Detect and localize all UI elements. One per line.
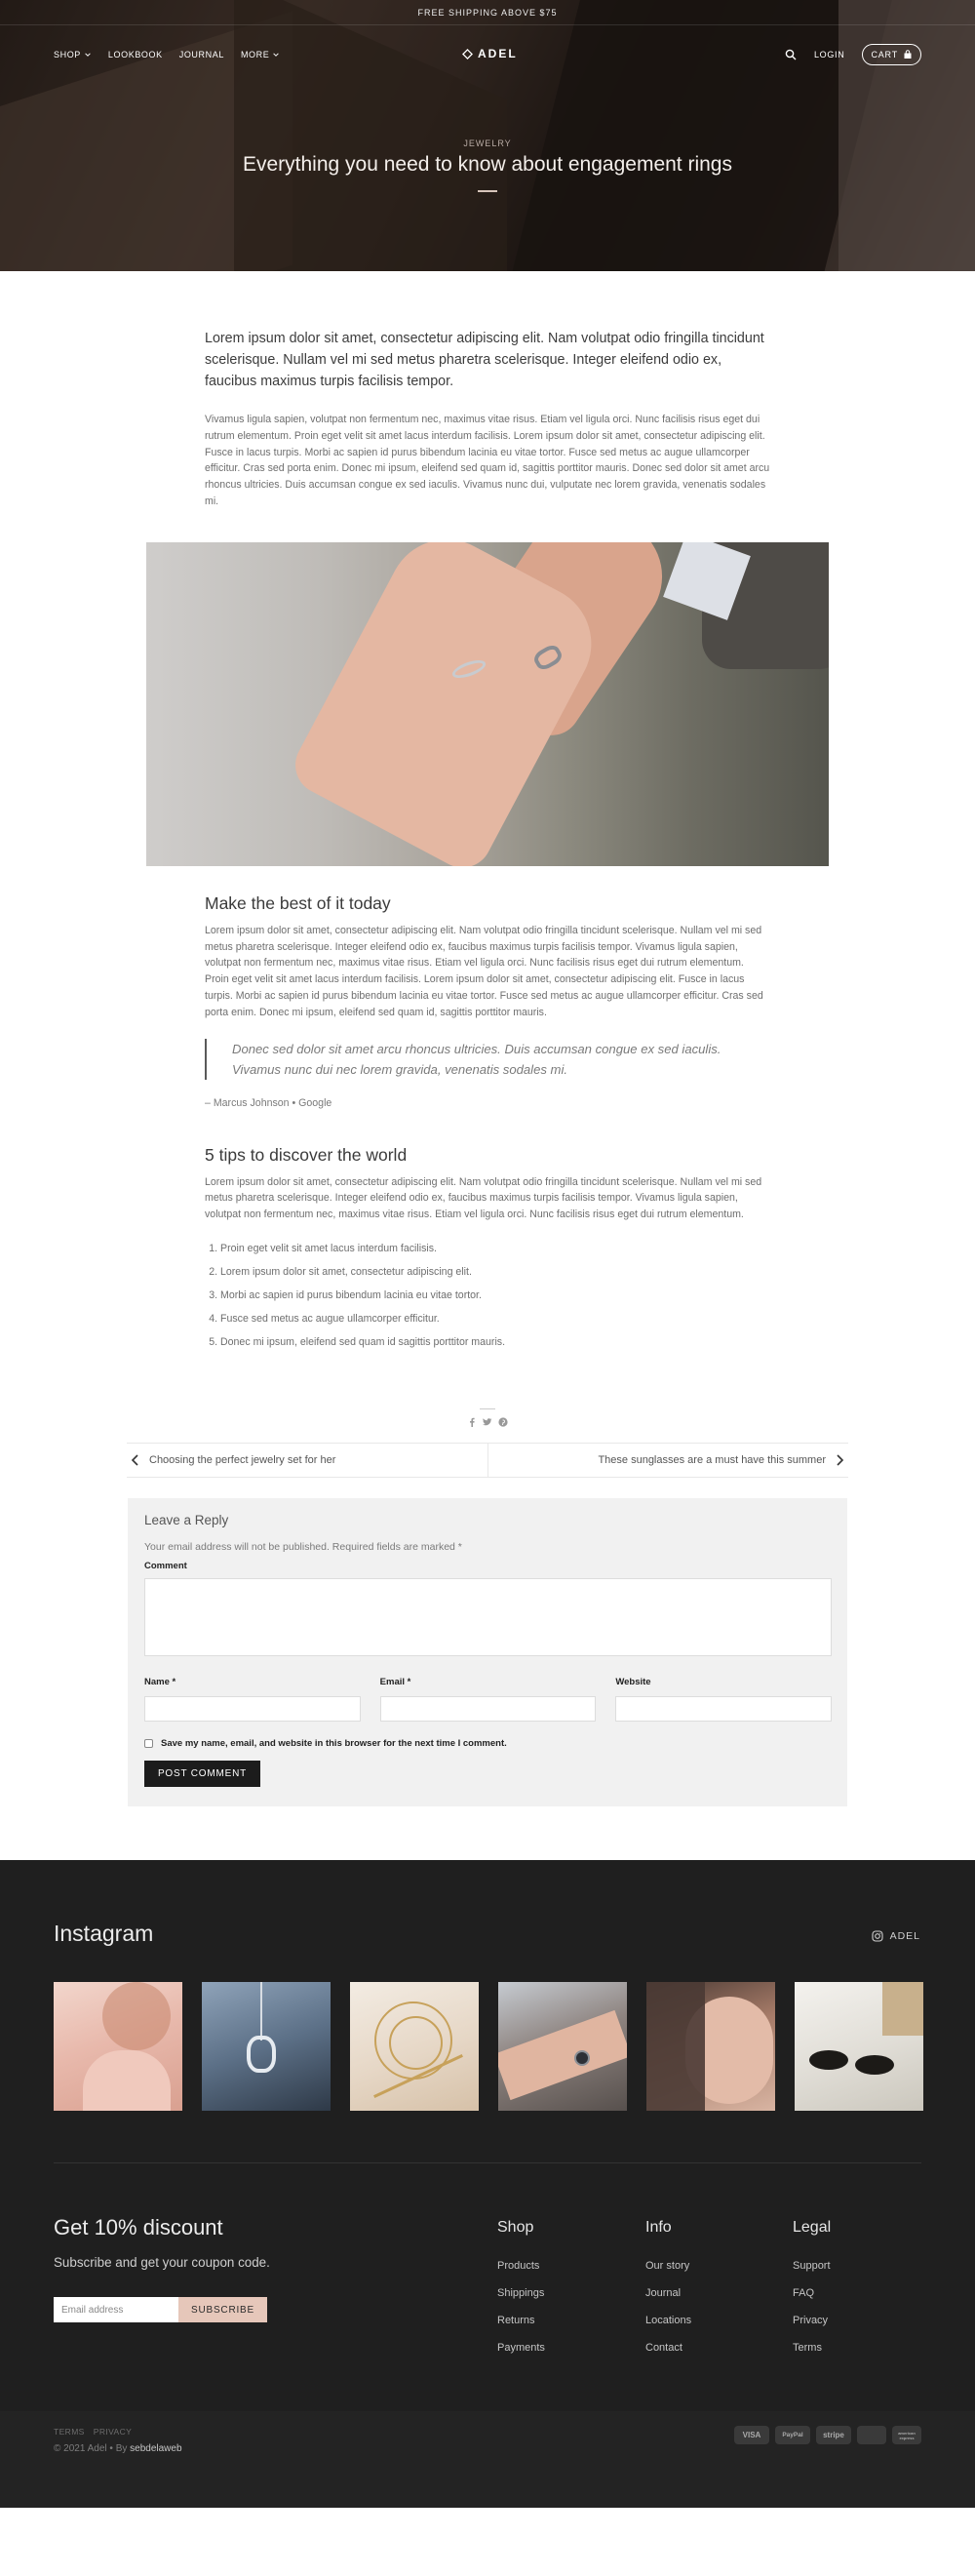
section-heading: Make the best of it today	[205, 892, 391, 913]
next-post-title: These sunglasses are a must have this summer	[598, 1454, 826, 1467]
nav-item-more[interactable]	[241, 50, 280, 59]
lead-paragraph: Lorem ipsum dolor sit amet, consectetur adipiscing elit. Nam volutpat odio fringilla tincidunt scelerisque. Nullam vel mi sed metus pharetra scelerisque. Integer eleifend odio ex, faucibus maximus turpis facilisis tempor.	[205, 331, 764, 389]
footer-link[interactable]: Products	[497, 2260, 540, 2273]
footer-link[interactable]: Privacy	[793, 2314, 829, 2326]
instagram-photo[interactable]	[795, 1982, 923, 2111]
instagram-photo[interactable]	[350, 1982, 479, 2111]
next-post-link[interactable]	[488, 1444, 849, 1477]
nav-item-journal[interactable]	[179, 50, 224, 59]
list-item: 3. Morbi ac sapien id purus bibendum lacinia eu vitae tortor.	[220, 1284, 770, 1307]
newsletter-email-input[interactable]: Email address	[54, 2297, 178, 2322]
footer-column-legal	[793, 2219, 831, 2361]
instagram-photo[interactable]	[54, 1982, 182, 2111]
facebook-icon[interactable]	[467, 1417, 477, 1427]
nav-item-lookbook[interactable]	[108, 50, 163, 59]
cart-label: CART	[871, 50, 898, 59]
hero-title-block	[0, 139, 975, 192]
footer-link[interactable]: Support	[793, 2260, 831, 2273]
nav-item-shop[interactable]	[54, 50, 92, 59]
mastercard-icon	[857, 2426, 886, 2444]
section-heading: 5 tips to discover the world	[205, 1144, 408, 1165]
hero-header	[0, 0, 975, 271]
nav-item-label: JOURNAL	[178, 50, 224, 59]
newsletter-block	[54, 2215, 270, 2322]
site-logo[interactable]	[462, 47, 518, 60]
login-link[interactable]: LOGIN	[813, 50, 845, 59]
website-label: Website	[615, 1677, 651, 1688]
nav-item-label: MORE	[240, 50, 270, 59]
list-item: 4. Fusce sed metus ac augue ullamcorper efficitur.	[220, 1307, 770, 1330]
list-item: 1. Proin eget velit sit amet lacus interdum facilisis.	[220, 1237, 770, 1260]
copyright	[54, 2443, 182, 2454]
instagram-photo[interactable]	[646, 1982, 775, 2111]
instagram-photo[interactable]	[202, 1982, 331, 2111]
shopping-bag-icon	[903, 50, 913, 59]
save-info-row	[144, 1738, 832, 1749]
footer-column-title: Shop	[497, 2219, 534, 2237]
announcement-text: FREE SHIPPING ABOVE $75	[417, 7, 558, 18]
footer-column-title: Legal	[793, 2219, 832, 2237]
article	[0, 328, 975, 1806]
email-input[interactable]	[380, 1696, 597, 1722]
cart-button[interactable]	[862, 44, 921, 65]
footer-link[interactable]: Terms	[793, 2341, 822, 2354]
website-field-group	[615, 1672, 832, 1722]
prev-post-link[interactable]	[127, 1444, 488, 1477]
footer-link[interactable]: Shippings	[497, 2287, 545, 2300]
comment-textarea[interactable]	[144, 1578, 832, 1656]
instagram-photo[interactable]	[498, 1982, 627, 2111]
instagram-grid	[0, 1982, 975, 2111]
post-title: Everything you need to know about engagement rings	[242, 153, 732, 176]
logo-text: ADEL	[478, 47, 518, 60]
discount-subtext: Subscribe and get your coupon code.	[54, 2255, 270, 2271]
footer-link[interactable]: Journal	[645, 2287, 682, 2300]
privacy-link[interactable]: PRIVACY	[93, 2427, 133, 2437]
reply-title: Leave a Reply	[144, 1513, 229, 1528]
intro-paragraph: Vivamus ligula sapien, volutpat non fermentum nec, maximus vitae risus. Etiam vel ligula orci. Nunc facilisis risus eget dui rutrum elementum. Proin eget velit sit amet lacus interdum facilisis. Lorem ipsum dolor sit amet, consectetur adipiscing elit. Fusce in lacus turpis. Morbi ac sapien id purus bibendum lacinia eu vitae tortor. Fusce sed metus ac augue ullamcorper efficitur. Cras sed porta enim. Donec mi ipsum, eleifend sed quam id, sagittis porttitor mauris. Donec sed dolor sit amet arcu rhoncus ultricies. Duis accumsan congue ex sed iaculis. Vivamus nunc dui, vulputate nec lorem gravida, venenatis sodales mi.	[205, 414, 770, 507]
footer-column-shop	[497, 2219, 545, 2361]
chevron-left-icon	[131, 1454, 139, 1466]
post-navigation	[127, 1443, 848, 1478]
footer-link[interactable]: Our story	[645, 2260, 690, 2273]
list-item: 2. Lorem ipsum dolor sit amet, consectetur adipiscing elit.	[220, 1260, 770, 1284]
section-paragraph: Lorem ipsum dolor sit amet, consectetur adipiscing elit. Nam volutpat odio fringilla tincidunt scelerisque. Nullam vel mi sed metus pharetra scelerisque. Integer eleifend odio ex, faucibus maximus turpis facilisis tempor. Vivamus ligula sapien, volutpat non fermentum nec, maximus vitae risus. Etiam vel ligula orci. Nunc facilisis risus eget dui rutrum elementum.	[205, 1175, 762, 1221]
pinterest-icon[interactable]	[498, 1417, 508, 1427]
prev-post-title: Choosing the perfect jewelry set for her	[149, 1454, 336, 1467]
email-label: Email *	[379, 1677, 411, 1688]
comment-form	[128, 1498, 847, 1806]
footer-column-info	[645, 2219, 691, 2361]
subscribe-form	[54, 2297, 270, 2322]
paypal-icon: PayPal	[775, 2426, 810, 2444]
amex-icon: american express	[892, 2426, 921, 2444]
reply-note: Your email address will not be published. Required fields are marked *	[144, 1541, 462, 1554]
section-five-tips	[205, 1145, 770, 1354]
chevron-down-icon	[84, 51, 92, 59]
quote-citation: – Marcus Johnson • Google	[205, 1096, 332, 1109]
name-field-group	[144, 1672, 361, 1722]
search-icon[interactable]	[785, 49, 797, 60]
save-info-checkbox[interactable]	[144, 1739, 153, 1748]
comment-label: Comment	[144, 1561, 187, 1572]
subscribe-button[interactable]: SUBSCRIBE	[178, 2297, 267, 2322]
chevron-right-icon	[836, 1454, 844, 1466]
email-field-group	[380, 1672, 597, 1722]
chevron-down-icon	[272, 51, 280, 59]
section-make-the-best	[205, 893, 770, 1109]
post-comment-button[interactable]: POST COMMENT	[144, 1761, 260, 1787]
instagram-profile-link[interactable]	[872, 1930, 920, 1942]
instagram-handle: ADEL	[889, 1930, 920, 1943]
save-info-label: Save my name, email, and website in this browser for the next time I comment.	[161, 1738, 507, 1750]
stripe-icon: stripe	[816, 2426, 851, 2444]
footer-column-title: Info	[645, 2219, 672, 2237]
list-item: 5. Donec mi ipsum, eleifend sed quam id sagittis porttitor mauris.	[220, 1330, 770, 1354]
name-label: Name *	[144, 1677, 176, 1688]
footer-link[interactable]: Contact	[645, 2341, 682, 2354]
twitter-icon[interactable]	[483, 1417, 492, 1427]
nav-item-label: SHOP	[54, 50, 81, 59]
rings-hands-photo	[146, 542, 829, 866]
copyright-text: © 2021 Adel • By	[54, 2443, 128, 2455]
diamond-logo-icon	[462, 49, 473, 59]
payment-methods	[734, 2426, 921, 2444]
footer-link[interactable]: FAQ	[793, 2287, 815, 2300]
instagram-heading: Instagram	[54, 1921, 154, 1947]
main-nav	[0, 41, 975, 68]
footer-link[interactable]: Payments	[497, 2341, 545, 2354]
footer-link[interactable]: Returns	[497, 2314, 535, 2326]
site-footer	[0, 1860, 975, 2508]
footer-bottom-bar	[0, 2411, 975, 2508]
legal-links	[54, 2427, 132, 2437]
nav-right	[785, 41, 921, 68]
section-paragraph: Lorem ipsum dolor sit amet, consectetur adipiscing elit. Nam volutpat odio fringilla tincidunt scelerisque. Nullam vel mi sed metus pharetra scelerisque. Integer eleifend odio ex, faucibus maximus turpis facilisis tempor. Vivamus ligula sapien, volutpat non fermentum nec, maximus vitae risus. Etiam vel ligula orci. Nunc facilisis risus eget dui rutrum elementum. Proin eget velit sit amet lacus interdum facilisis. Lorem ipsum dolor sit amet, consectetur adipiscing elit. Fusce in lacus turpis. Morbi ac sapien id purus bibendum lacinia eu vitae tortor. Fusce sed metus ac augue ullamcorper efficitur. Cras sed porta enim. Donec mi ipsum, eleifend sed quam id, sagittis porttitor mauris.	[205, 924, 763, 1018]
footer-link[interactable]: Locations	[645, 2314, 692, 2326]
discount-heading: Get 10% discount	[54, 2215, 223, 2240]
tips-list	[205, 1237, 770, 1354]
nav-item-label: LOOKBOOK	[107, 50, 163, 59]
name-input[interactable]	[144, 1696, 361, 1722]
visa-icon: VISA	[734, 2426, 769, 2444]
announcement-bar	[0, 0, 975, 25]
share-bar	[0, 1408, 975, 1428]
nav-left	[54, 41, 280, 68]
website-input[interactable]	[615, 1696, 832, 1722]
instagram-icon	[872, 1930, 883, 1942]
author-link[interactable]: sebdelaweb	[130, 2443, 182, 2455]
terms-link[interactable]: TERMS	[54, 2427, 85, 2437]
post-category[interactable]: JEWELRY	[463, 139, 512, 148]
title-divider	[478, 190, 497, 192]
blockquote: Donec sed dolor sit amet arcu rhoncus ultricies. Duis accumsan congue ex sed iaculis. Vivamus nunc dui nec lorem gravida, venenatis sodales mi.	[205, 1039, 770, 1080]
footer-divider	[54, 2162, 921, 2163]
